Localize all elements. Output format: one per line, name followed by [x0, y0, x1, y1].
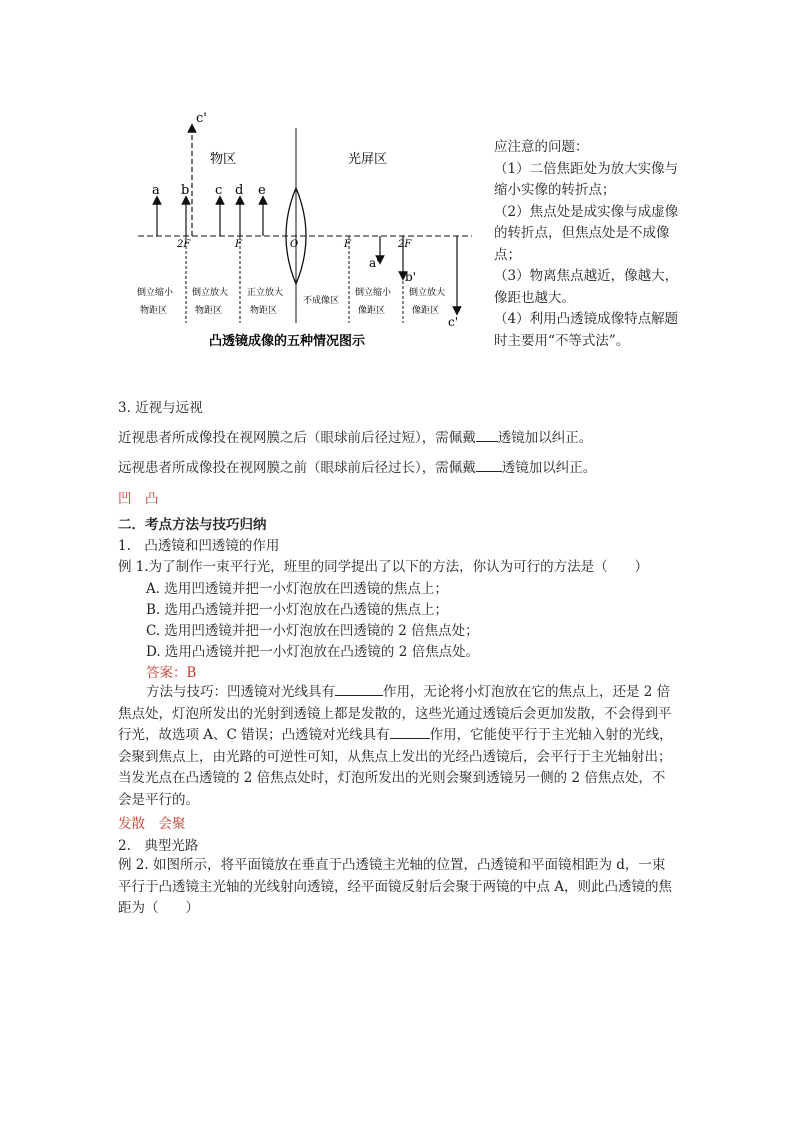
myopia-line: 近视患者所成像投在视网膜之后（眼球前后径过短），需佩戴 透镜加以纠正。 — [118, 430, 593, 446]
zone-label: 不成像区 — [303, 296, 340, 306]
object-label-c: c — [215, 183, 223, 198]
notes-item: （4）利用凸透镜成像特点解题时主要用“不等式法”。 — [494, 311, 679, 349]
zone-label: 正立放大 — [247, 288, 284, 298]
image-label-a-prime: a' — [369, 256, 380, 270]
zone-label: 像距区 — [412, 306, 440, 316]
section-heading: 3. 近视与远视 — [118, 400, 203, 416]
option-b: B. 选用凸透镜并把一小灯泡放在凸透镜的焦点上； — [146, 602, 449, 618]
object-label-a: a — [152, 183, 160, 198]
zone-label: 倒立缩小 — [137, 288, 174, 298]
example-1: 例 1.为了制作一束平行光，班里的同学提出了以下的方法，你认为可行的方法是（ ） — [118, 559, 649, 575]
zone-label: 物距区 — [140, 306, 168, 316]
notes-item: （2）焦点处是成实像与成虚像的转折点，但焦点处是不成像点； — [494, 203, 679, 263]
image-label-b-prime: b' — [405, 270, 416, 284]
hyperopia-line: 远视患者所成像投在视网膜之前（眼球前后径过长），需佩戴 透镜加以纠正。 — [118, 460, 597, 476]
zone-label: 物距区 — [195, 306, 223, 316]
zone-label: 倒立放大 — [192, 288, 229, 298]
option-a: A. 选用凹透镜并把一小灯泡放在凹透镜的焦点上； — [146, 581, 448, 597]
axis-label-2f-left: 2F — [177, 239, 191, 250]
subheading: 2. 典型光路 — [118, 838, 199, 854]
zone-label: 像距区 — [358, 306, 386, 316]
subheading: 1. 凸透镜和凹透镜的作用 — [118, 538, 280, 554]
section-heading: 二．考点方法与技巧归纳 — [118, 517, 267, 533]
axis-label-f-right: F — [344, 239, 351, 250]
section3-answers: 凹 凸 — [118, 491, 159, 507]
axis-label-f-left: F — [235, 239, 242, 250]
example-2: 例 2. 如图所示，将平面镜放在垂直于凸透镜主光轴的位置，凸透镜和平面镜相距为 d，一束平行于凸透镜主光轴的光线射向透镜，经平面镜反射后会聚于两镜的中点 A，则此凸透镜的焦距为（ ） — [118, 857, 673, 916]
zone-label: 倒立放大 — [409, 288, 446, 298]
object-label-d: d — [235, 183, 244, 198]
screen-zone-label: 光屏区 — [348, 152, 388, 167]
answer: 答案：B — [146, 665, 197, 681]
notes-title: 应注意的问题： — [494, 139, 589, 155]
notes-item: （1）二倍焦距处为放大实像与缩小实像的转折点； — [494, 160, 679, 198]
method-paragraph: 方法与技巧：凹透镜对光线具有 作用，无论将小灯泡放在它的焦点上，还是 2 倍焦点处，灯泡所发出的光射到透镜上都是发散的，这些光通过透镜后会更加发散，不会得到平行光，故选项 A、C 错误；凸透镜对光线具有 作用，它能使平行于主光轴入射的光线，会聚到焦点上，由光路的可逆性可知，从焦点上发出的光经凸透镜后，会平行于主光轴射出；当发光点在凸透镜的 2 倍焦点处时，灯泡所发出的光则会聚到透镜另一侧的 2 倍焦点处，不会是平行的。 — [118, 684, 673, 808]
fill-blank — [390, 726, 430, 739]
fill-blank — [476, 459, 502, 472]
fill-blank — [476, 429, 498, 442]
zone-label: 物距区 — [250, 306, 278, 316]
method-answers: 发散 会聚 — [118, 816, 186, 832]
object-zone-label: 物区 — [210, 152, 237, 167]
object-label-e: e — [258, 183, 266, 198]
zone-label: 倒立缩小 — [355, 288, 392, 298]
image-label-c-prime-bottom: c' — [448, 315, 459, 329]
lens-imaging-diagram — [120, 108, 490, 353]
axis-label-o: O — [290, 239, 299, 250]
diagram-caption: 凸透镜成像的五种情况图示 — [209, 334, 366, 349]
notes-item: （3）物离焦点越近，像越大，像距也越大。 — [494, 268, 679, 306]
option-d: D. 选用凸透镜并把一小灯泡放在凸透镜的 2 倍焦点处。 — [146, 644, 480, 660]
fill-blank — [335, 683, 383, 696]
option-c: C. 选用凹透镜并把一小灯泡放在凹透镜的 2 倍焦点处； — [146, 623, 479, 639]
object-label-b: b — [181, 183, 190, 198]
notes-box — [494, 137, 684, 352]
axis-label-2f-right: 2F — [398, 239, 412, 250]
image-label-c-prime-top: c' — [196, 111, 207, 126]
